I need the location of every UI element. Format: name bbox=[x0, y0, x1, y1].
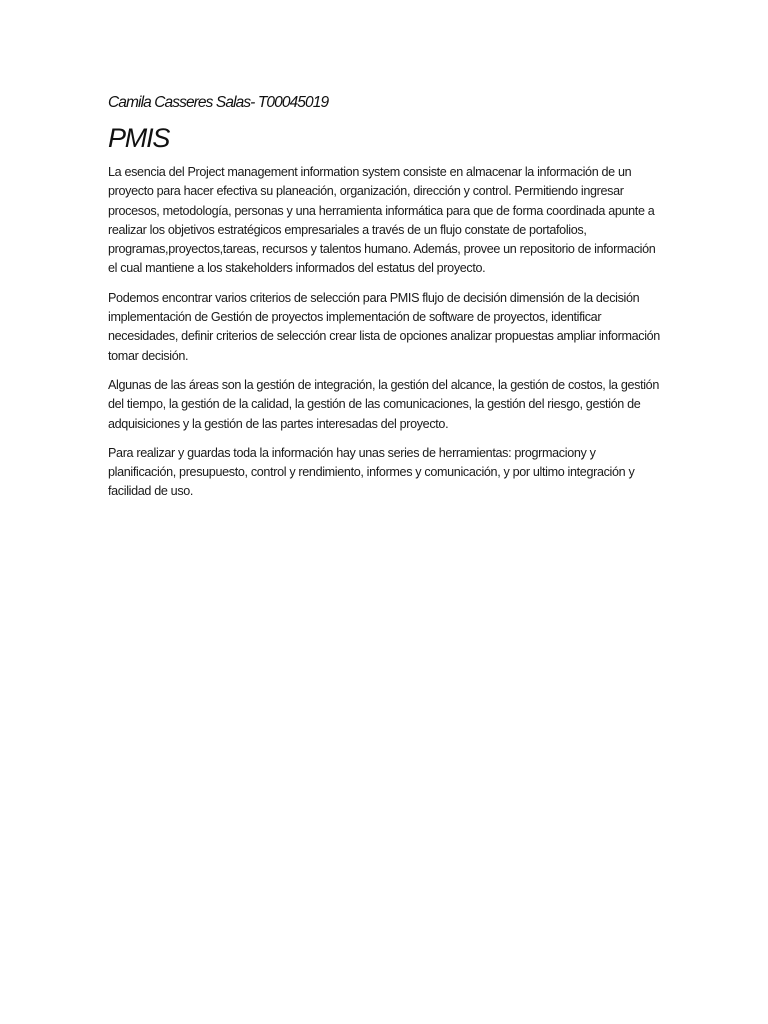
paragraph-selection-criteria: Podemos encontrar varios criterios de selección para PMIS flujo de decisión dimensión de la decisión implementación de Gestión de proyectos implementación de software de proyectos, identificar necesidades, definir criterios de selección crear lista de opciones analizar propuestas ampliar información tomar decisión. bbox=[108, 290, 660, 363]
paragraph-intro: La esencia del Project management information system consiste en almacenar la información de un proyecto para hacer efectiva su planeación, organización, dirección y control. Permitiendo ingresar procesos, metodología, personas y una herramienta informática para que de forma coordinada apunte a realizar los objetivos estratégicos empresariales a través de un flujo constate de portafolios, programas,proyectos,tareas, recursos y talentos humano. Además, provee un repositorio de información el cual mantiene a los stakeholders informados del estatus del proyecto. bbox=[108, 165, 656, 276]
document-body bbox=[108, 93, 664, 512]
paragraph-tools: Para realizar y guardas toda la información hay unas series de herramientas: progrmaciony y planificación, presupuesto, control y rendimiento, informes y comunicación, y por ultimo integración y facilidad de uso. bbox=[108, 445, 635, 499]
paragraph-areas: Algunas de las áreas son la gestión de integración, la gestión del alcance, la gestión de costos, la gestión del tiempo, la gestión de la calidad, la gestión de las comunicaciones, la gestión del riesgo, gestión de adquisiciones y la gestión de las partes interesadas del proyecto. bbox=[108, 377, 659, 431]
document-title: PMIS bbox=[108, 123, 170, 153]
author-line: Camila Casseres Salas- T00045019 bbox=[108, 94, 329, 111]
